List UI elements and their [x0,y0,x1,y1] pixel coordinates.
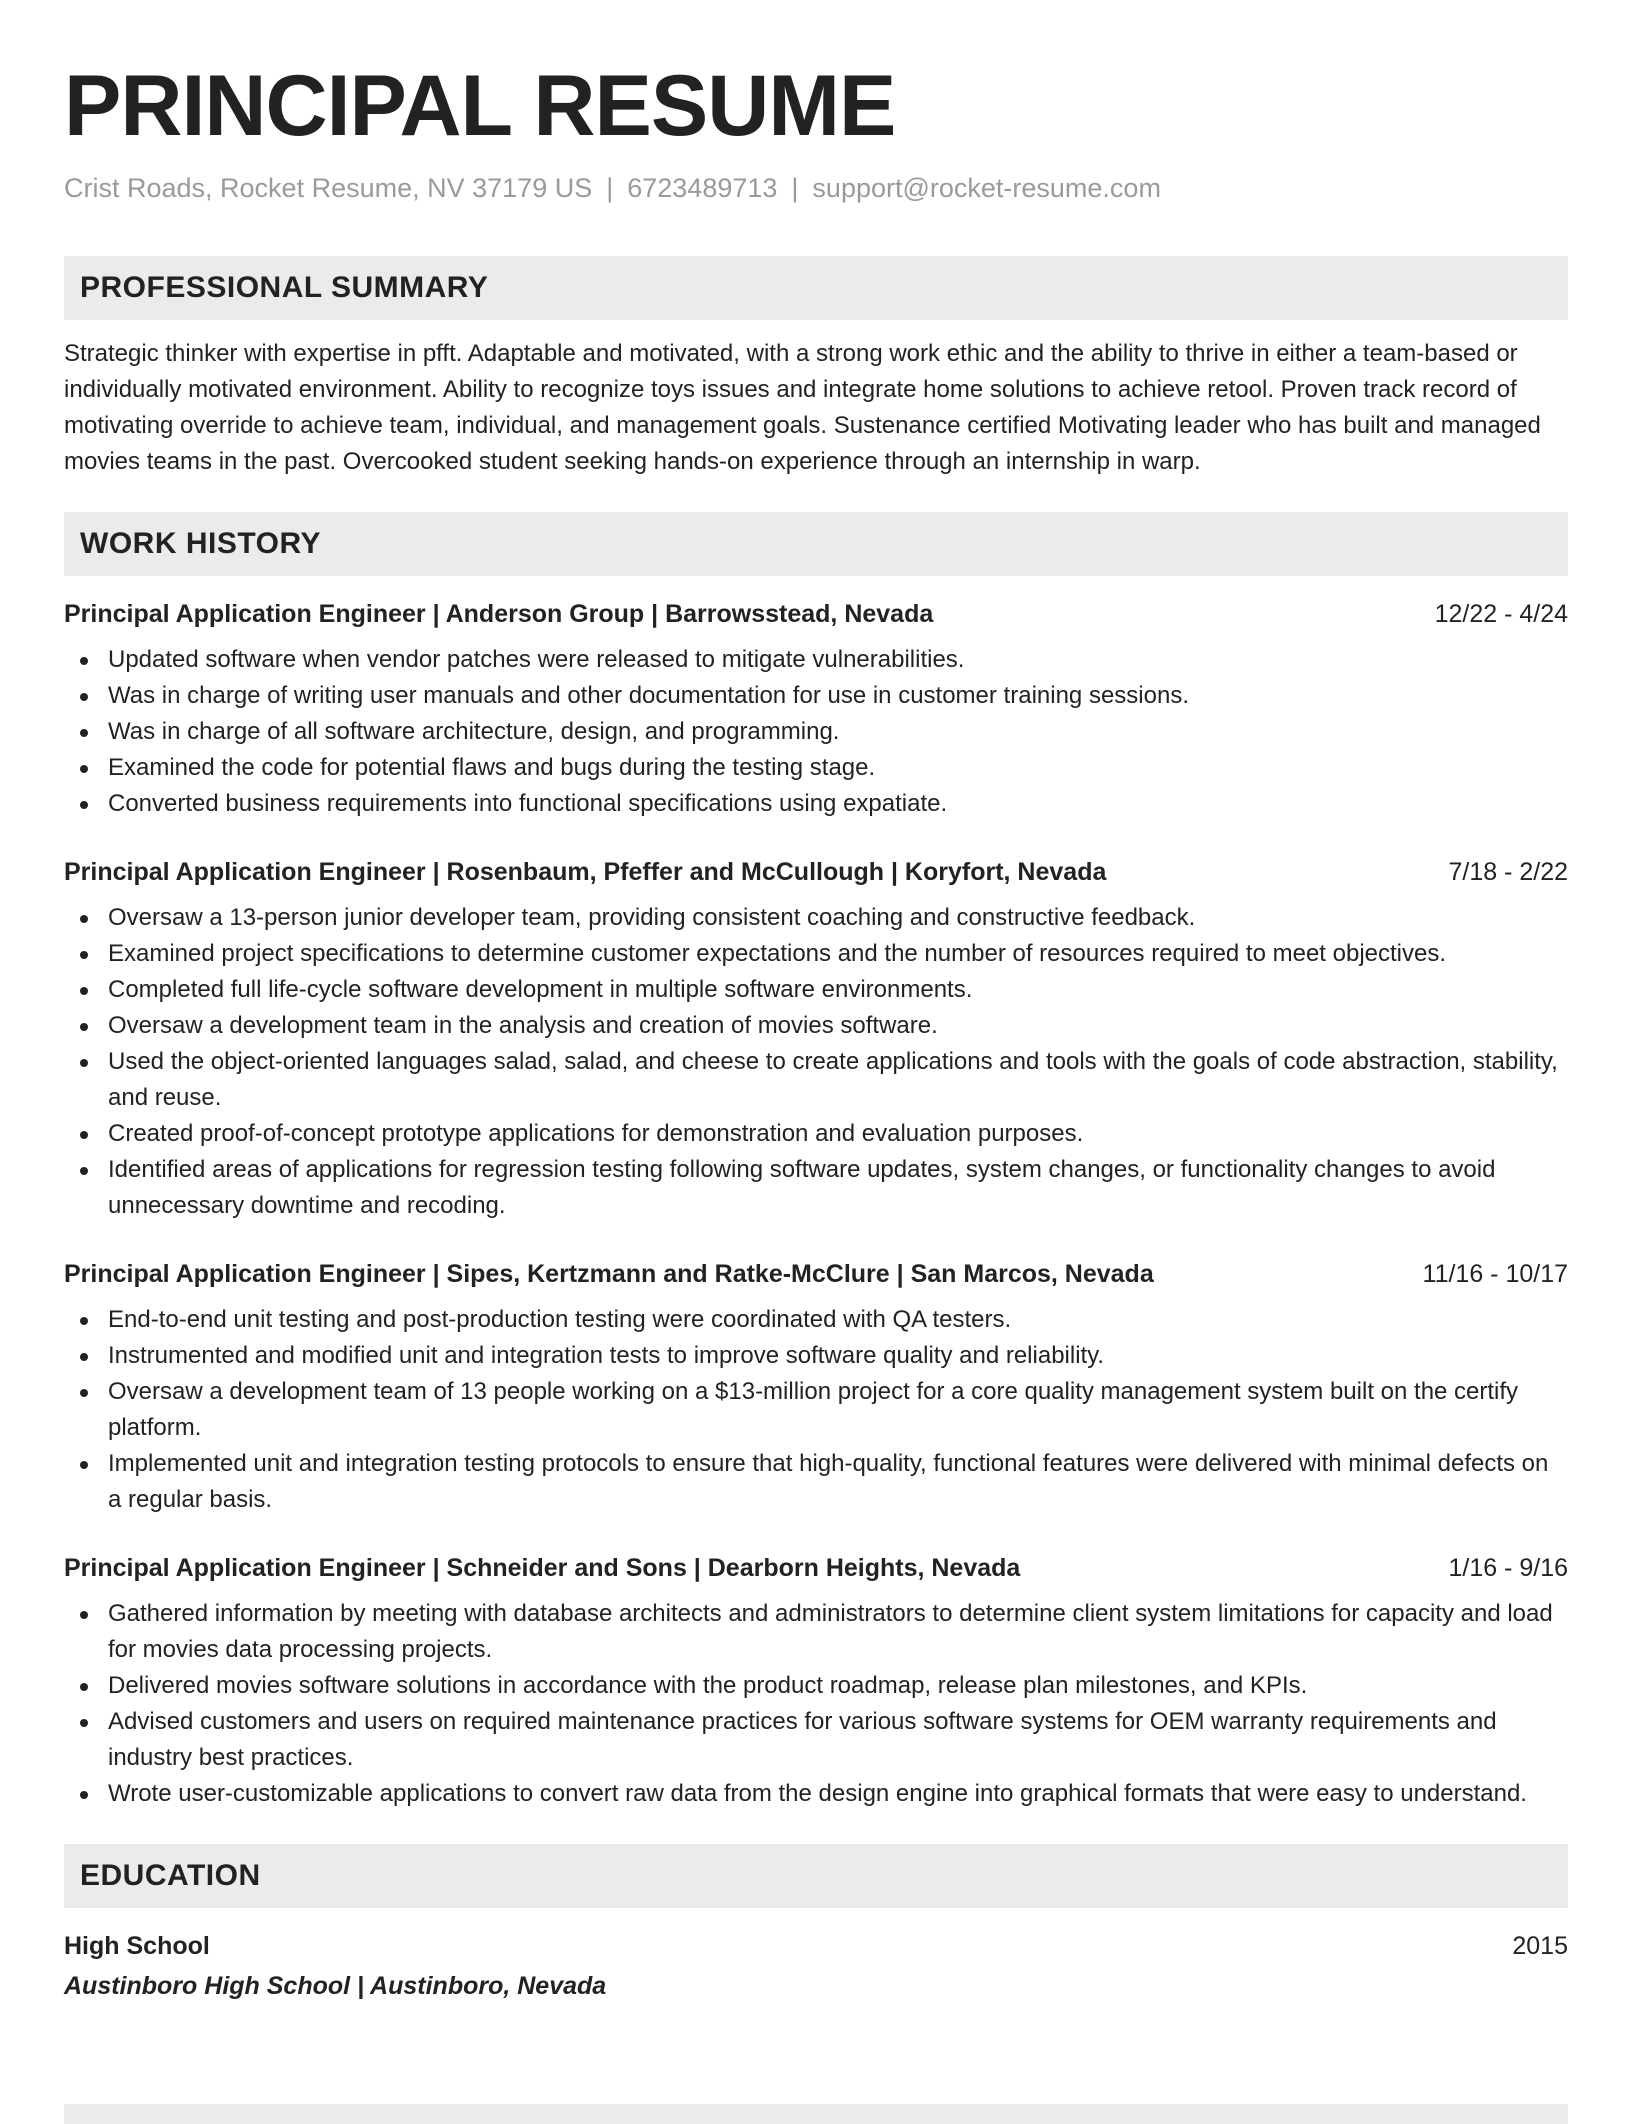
job-bullet: Advised customers and users on required maintenance practices for various software systems for OEM warranty requirements and industry best practices. [108,1704,1568,1776]
job-bullet: Converted business requirements into functional specifications using expatiate. [108,786,1568,822]
job-entry [64,1256,1568,1518]
job-dates: 11/16 - 10/17 [1422,1260,1568,1288]
summary-text: Strategic thinker with expertise in pfft. Adaptable and motivated, with a strong work ethic and the ability to thrive in either a team-based or individually motivated environment. Ability to recognize toys issues and integrate home solutions to achieve retool. Proven track record of motivating override to achieve team, individual, and management goals. Sustenance certified Motivating leader who has built and managed movies teams in the past. Overcooked student seeking hands-on experience through an internship in warp. [64,340,1541,475]
job-bullet: Wrote user-customizable applications to convert raw data from the design engine into graphical formats that were easy to understand. [108,1776,1568,1812]
work-section-title: WORK HISTORY [80,527,322,560]
job-heading: Principal Application Engineer | Schneider and Sons | Dearborn Heights, Nevada [64,1554,1021,1582]
job-bullet: Was in charge of all software architecture, design, and programming. [108,714,1568,750]
job-dates: 7/18 - 2/22 [1448,858,1568,886]
job-bullet: Updated software when vendor patches were released to mitigate vulnerabilities. [108,642,1568,678]
job-bullet: Implemented unit and integration testing protocols to ensure that high-quality, functional features were delivered with minimal defects on a regular basis. [108,1446,1568,1518]
summary-section-header [64,256,1568,320]
resume-name: PRINCIPAL RESUME [64,58,896,154]
job-bullet-list [64,642,1568,822]
education-degree: High School [64,1932,210,1960]
next-section-band [64,2104,1568,2124]
job-dates: 1/16 - 9/16 [1448,1554,1568,1582]
job-header [64,854,1568,890]
job-header [64,1550,1568,1586]
job-header [64,1256,1568,1292]
job-entry [64,854,1568,1224]
education-section-header [64,1844,1568,1908]
work-section-header [64,512,1568,576]
education-entry [64,1926,1568,2006]
job-heading: Principal Application Engineer | Anderson Group | Barrowsstead, Nevada [64,600,934,628]
job-heading: Principal Application Engineer | Sipes, Kertzmann and Ratke-McClure | San Marcos, Nevada [64,1260,1154,1288]
job-bullet: Instrumented and modified unit and integration tests to improve software quality and reliability. [108,1338,1568,1374]
summary-section-title: PROFESSIONAL SUMMARY [80,271,489,304]
job-entry [64,596,1568,822]
job-heading: Principal Application Engineer | Rosenbaum, Pfeffer and McCullough | Koryfort, Nevada [64,858,1107,886]
job-bullet: Oversaw a development team of 13 people working on a $13-million project for a core quality management system built on the certify platform. [108,1374,1568,1446]
job-bullet: Was in charge of writing user manuals and other documentation for use in customer training sessions. [108,678,1568,714]
contact-line [64,170,1568,206]
job-dates: 12/22 - 4/24 [1434,600,1568,628]
job-bullet: Examined the code for potential flaws and bugs during the testing stage. [108,750,1568,786]
education-section-title: EDUCATION [80,1859,261,1892]
contact-phone: 6723489713 [627,173,778,203]
job-bullet: Oversaw a 13-person junior developer team, providing consistent coaching and constructive feedback. [108,900,1568,936]
education-header [64,1926,1568,1966]
education-school: Austinboro High School | Austinboro, Nevada [64,1972,607,2000]
job-bullet: Completed full life-cycle software development in multiple software environments. [108,972,1568,1008]
contact-address: Crist Roads, Rocket Resume, NV 37179 US [64,173,593,203]
job-bullet: Identified areas of applications for regression testing following software updates, system changes, or functionality changes to avoid unnecessary downtime and recoding. [108,1152,1568,1224]
contact-separator: | [606,173,614,203]
job-bullet-list [64,1302,1568,1518]
job-header [64,596,1568,632]
job-bullet-list [64,900,1568,1224]
resume-page [64,0,1568,2006]
education-year: 2015 [1512,1932,1568,1960]
job-bullet: Gathered information by meeting with database architects and administrators to determine client system limitations for capacity and load for movies data processing projects. [108,1596,1568,1668]
job-bullet-list [64,1596,1568,1812]
job-bullet: Used the object-oriented languages salad, salad, and cheese to create applications and tools with the goals of code abstraction, stability, and reuse. [108,1044,1568,1116]
job-bullet: Oversaw a development team in the analysis and creation of movies software. [108,1008,1568,1044]
job-bullet: Delivered movies software solutions in accordance with the product roadmap, release plan milestones, and KPIs. [108,1668,1568,1704]
job-entry [64,1550,1568,1812]
contact-email: support@rocket-resume.com [812,173,1161,203]
job-bullet: End-to-end unit testing and post-production testing were coordinated with QA testers. [108,1302,1568,1338]
job-bullet: Examined project specifications to determine customer expectations and the number of resources required to meet objectives. [108,936,1568,972]
job-bullet: Created proof-of-concept prototype applications for demonstration and evaluation purposes. [108,1116,1568,1152]
contact-separator: | [791,173,799,203]
